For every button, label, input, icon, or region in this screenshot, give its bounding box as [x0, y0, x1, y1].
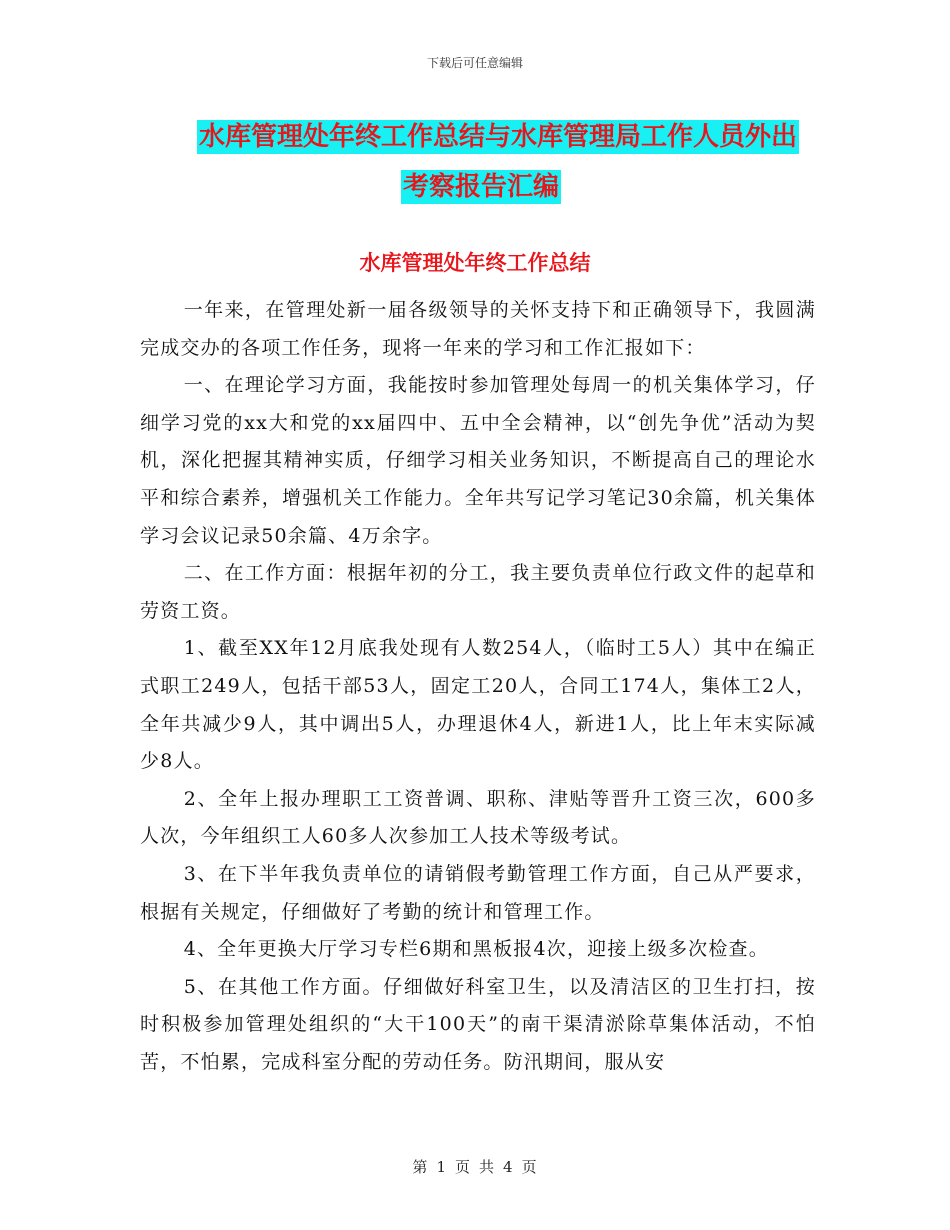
footer-label-total: 共: [479, 1158, 496, 1176]
paragraph-work-overview: 二、在工作方面：根据年初的分工，我主要负责单位行政文件的起草和劳资工资。: [140, 562, 816, 622]
paragraph-item-1: 1、截至XX年12月底我处现有人数254人，（临时工5人）其中在编正式职工249人，包括干部53人，固定工20人，合同工174人，集体工2人，全年共减少9人，其中调出5人，办理退休4人，新进1人，比上年末实际减少8人。: [140, 637, 816, 773]
page-footer: [0, 1156, 950, 1177]
footer-label-unit: 页: [454, 1158, 471, 1176]
paragraph-theory-study: 一、在理论学习方面，我能按时参加管理处每周一的机关集体学习，仔细学习党的xx大和党的xx届四中、五中全会精神，以“创先争优”活动为契机，深化把握其精神实质，仔细学习相关业务知识，不断提高自己的理论水平和综合素养，增强机关工作能力。全年共写记学习笔记30余篇，机关集体学习会议记录50余篇、4万余字。: [140, 374, 816, 547]
document-title: [0, 112, 950, 212]
footer-current-page: 1: [436, 1158, 447, 1176]
paragraph-item-4: 4、全年更换大厅学习专栏6期和黑板报4次，迎接上级多次检查。: [183, 938, 769, 961]
document-title-line-2: [0, 162, 950, 212]
paragraph-intro: 一年来，在管理处新一届各级领导的关怀支持下和正确领导下，我圆满完成交办的各项工作任务，现将一年来的学习和工作汇报如下：: [140, 299, 816, 359]
document-title-line-1: [0, 112, 950, 162]
paragraph-item-2: 2、全年上报办理职工工资普调、职称、津贴等晋升工资三次，600多人次，今年组织工人60多人次参加工人技术等级考试。: [140, 787, 816, 848]
section-title: 水库管理处年终工作总结: [359, 251, 591, 275]
paragraph-item-3: 3、在下半年我负责单位的请销假考勤管理工作方面，自己从严要求，根据有关规定，仔细做好了考勤的统计和管理工作。: [140, 862, 816, 923]
footer-label-unit-2: 页: [521, 1158, 538, 1176]
header-note: 下载后可任意编辑: [426, 56, 523, 70]
title-highlight-2: 考察报告汇编: [402, 172, 559, 202]
paragraph-item-5: 5、在其他工作方面。仔细做好科室卫生，以及清洁区的卫生打扫，按时积极参加管理处组织的“大干100天”的南干渠清淤除草集体活动，不怕苦，不怕累，完成科室分配的劳动任务。防汛期间，服从安: [140, 975, 816, 1073]
footer-total-pages: 4: [503, 1158, 514, 1176]
footer-label-page: 第: [412, 1158, 429, 1176]
title-highlight-1: 水库管理处年终工作总结与水库管理局工作人员外出: [198, 122, 797, 152]
document-body: [140, 292, 816, 1081]
